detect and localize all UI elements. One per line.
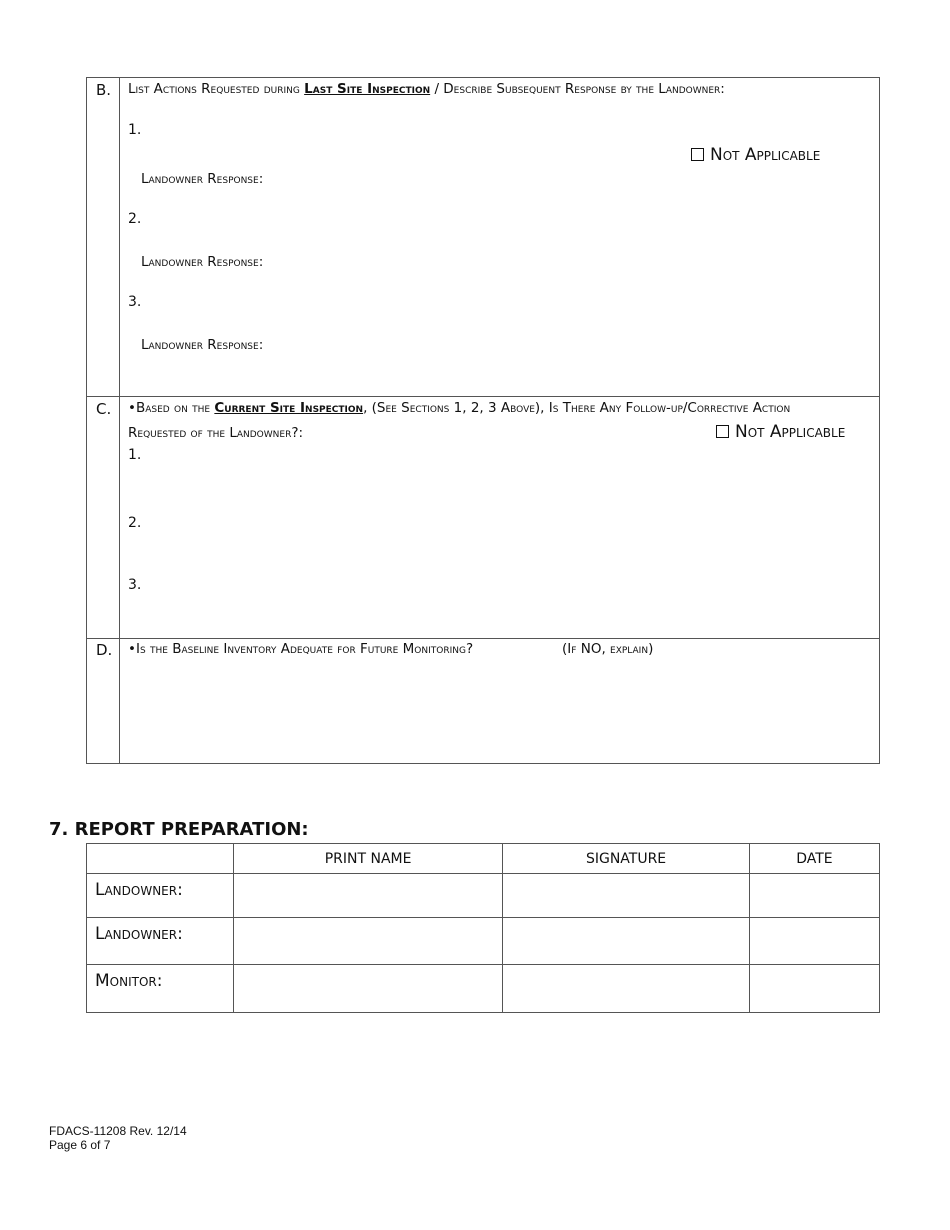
signature-field[interactable] [503,965,750,1013]
report-preparation-table [86,843,880,1013]
inspection-table [86,77,880,764]
table-row [87,965,880,1013]
form-id: FDACS-11208 Rev. 12/14 [49,1124,187,1138]
report-preparation-title: 7. REPORT PREPARATION: [49,819,309,840]
row-divider-cd [87,638,879,639]
b-item-1: 1. [128,122,142,138]
page-number: Page 6 of 7 [49,1138,111,1152]
print-name-field[interactable] [233,918,502,965]
column-divider [119,78,120,763]
table-row [87,874,880,918]
section-d-note: (If NO, explain) [562,641,654,657]
date-field[interactable] [749,874,879,918]
b-response-1-label: Landowner Response: [141,171,264,187]
header-signature: SIGNATURE [503,844,750,874]
b-item-2: 2. [128,211,142,227]
current-site-inspection-emphasis: Current Site Inspection [214,400,364,416]
c-item-3: 3. [128,577,142,593]
checkbox-icon[interactable] [716,425,729,438]
c-not-applicable[interactable]: Not Applicable [716,422,845,442]
signature-field[interactable] [503,874,750,918]
section-d-question: •Is the Baseline Inventory Adequate for Future Monitoring? [128,641,474,657]
header-print-name: PRINT NAME [233,844,502,874]
date-field[interactable] [749,918,879,965]
checkbox-icon[interactable] [691,148,704,161]
role-landowner-2: Landowner: [87,918,234,965]
section-c-heading-line2: Requested of the Landowner?: [128,425,304,441]
b-response-2-label: Landowner Response: [141,254,264,270]
header-date: DATE [749,844,879,874]
table-row [87,918,880,965]
last-site-inspection-emphasis: Last Site Inspection [304,81,431,97]
signature-field[interactable] [503,918,750,965]
section-c-heading: •Based on the Current Site Inspection, (See Sections 1, 2, 3 Above), Is There Any Follow-up/Corrective Action [128,400,791,416]
header-blank [87,844,234,874]
b-item-3: 3. [128,294,142,310]
header-row [87,844,880,874]
date-field[interactable] [749,965,879,1013]
role-monitor: Monitor: [87,965,234,1013]
role-landowner-1: Landowner: [87,874,234,918]
print-name-field[interactable] [233,965,502,1013]
print-name-field[interactable] [233,874,502,918]
c-item-1: 1. [128,447,142,463]
section-b-letter: B. [96,81,112,99]
b-not-applicable[interactable]: Not Applicable [691,145,820,165]
section-d-letter: D. [96,641,113,659]
b-response-3-label: Landowner Response: [141,337,264,353]
c-item-2: 2. [128,515,142,531]
section-b-heading: List Actions Requested during Last Site Inspection / Describe Subsequent Response by the Landowner: [128,81,725,97]
row-divider-bc [87,396,879,397]
footer [49,1124,187,1152]
section-c-letter: C. [96,400,112,418]
